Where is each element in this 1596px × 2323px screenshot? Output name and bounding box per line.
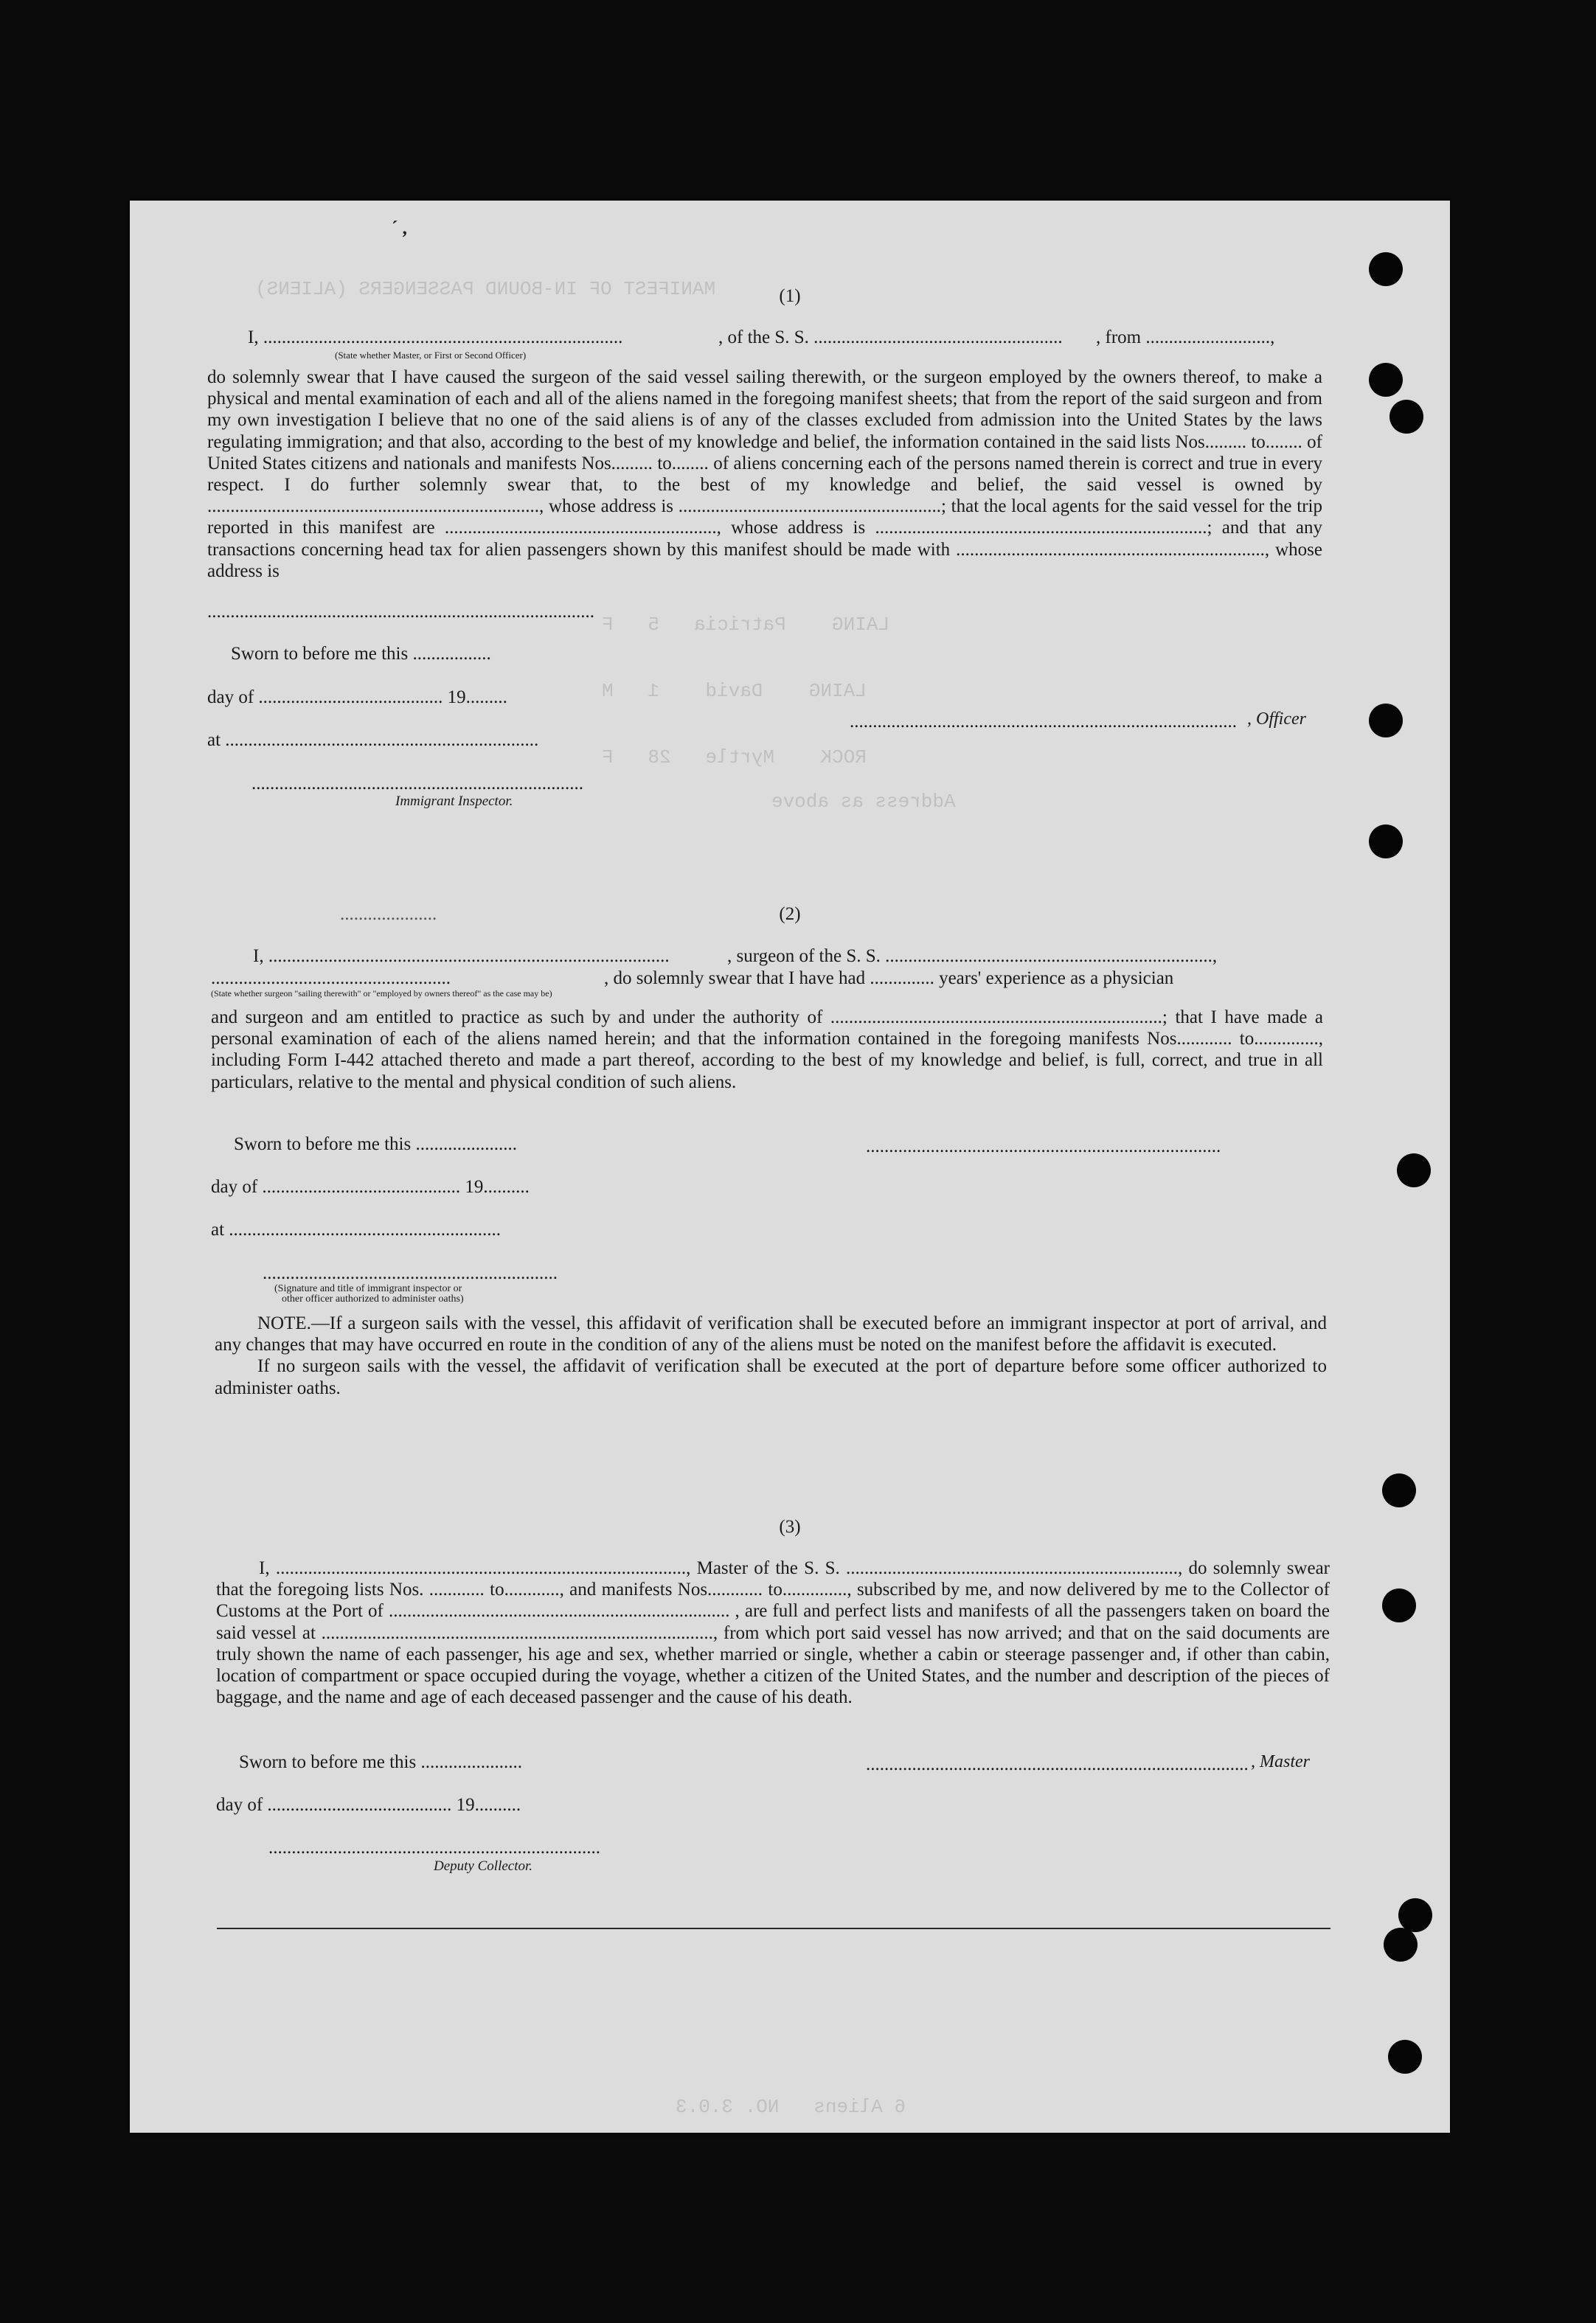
s3-oath-paragraph: I, ........................................................................................., Master of the S. S. ........................................................................, do solemnly swear that the foregoing lists Nos. ............ to............, and manifests Nos............ to.............., subscribed by me, and now delivered by me to the Collector of Customs at the Port of .......................................................................... , are full and perfect lists and manifests of all the passengers taken on board the said vessel at ....................................................................................., from which port said vessel has now arrived; and that on the said documents are truly shown the name of each passenger, his age and sex, whether married or single, whether a cabin or steerage passenger and, if other than cabin, location of compartment or space occupied during the voyage, whether a citizen of the United States, and the number and description of the pieces of baggage, and the name and age of each deceased passenger and the cause of his death. (216, 1558, 1330, 1708)
s1-line1-i: I, .............................................................................. (248, 327, 623, 347)
s1-officer-note: (State whether Master, or First or Second Officer) (335, 350, 527, 361)
s3-sworn: Sworn to before me this ...................... (239, 1752, 522, 1772)
stray-mark: ˊ , (392, 218, 407, 238)
s2-sig-note-2: other officer authorized to administer oaths) (282, 1294, 464, 1305)
punch-hole (1382, 1588, 1416, 1622)
s1-officer-label: , Officer (1247, 709, 1306, 729)
s3-master-label: , Master (1251, 1752, 1310, 1771)
s2-signature-line: ................................................................ (263, 1263, 558, 1283)
s2-day: day of ........................................... 19.......... (211, 1177, 530, 1197)
document-sheet (130, 201, 1450, 2133)
s1-at: at .................................................................... (207, 730, 539, 750)
s2-note-paragraph-2: If no surgeon sails with the vessel, the affidavit of verification shall be executed at the port of departure before some officer authorized to administer oaths. (215, 1356, 1327, 1398)
punch-hole (1382, 1473, 1416, 1507)
bleed-through-block-2: LAING David 1 M (602, 680, 867, 702)
s2-at: at ........................................................... (211, 1220, 502, 1240)
s2-signature-right-line: ............................................................................. (866, 1136, 1221, 1156)
s2-line1-surgeon: , surgeon of the S. S. ......................................................................., (727, 946, 1218, 966)
s1-oath-paragraph: do solemnly swear that I have caused the surgeon of the said vessel sailing therewith, or the surgeon employed by the owners thereof, to make a physical and mental examination of each and all of the aliens named in the foregoing manifest sheets; that from the report of the said surgeon and from my own investigation I believe that no one of the said aliens is of any of the classes excluded from admission into the United States by the laws regulating immigration; and that also, according to the best of my knowledge and belief, the information contained in the said lists Nos......... to........ of United States citizens and nationals and manifests Nos......... to........ of aliens concerning each of the persons named therein is correct and true in every respect. I do further solemnly swear that, to the best of my knowledge and belief, the said vessel is owned by ........................................................................, whose address is .........................................................; that the local agents for the said vessel for the trip reported in this manifest are ..........................................................., whose address is ........................................................................; and that any transactions concerning head tax for alien passengers shown by this manifest should be made with ..................................................................., whose address is (207, 367, 1322, 581)
s2-note: (State whether surgeon "sailing therewith" or "employed by owners thereof" as the case may be) (211, 988, 552, 999)
bleed-through-header: MANIFEST OF IN-BOUND PASSENGERS (ALIENS) (255, 278, 716, 300)
s3-day: day of ........................................ 19.......... (216, 1795, 521, 1815)
section3-number: (3) (779, 1517, 801, 1537)
s2-sworn: Sworn to before me this ...................... (234, 1134, 517, 1154)
punch-hole (1369, 824, 1403, 858)
s1-line1-ss: , of the S. S. ...................................................... (718, 327, 1063, 347)
s3-oath-text (216, 1558, 1330, 1708)
s1-inspector-label: Immigrant Inspector. (395, 794, 513, 809)
section2-number: (2) (779, 904, 801, 924)
s1-line1-from: , from ..........................., (1096, 327, 1275, 347)
s2-note-paragraph-1: NOTE.—If a surgeon sails with the vessel, this affidavit of verification shall be executed before an immigrant inspector at port of arrival, and any changes that may have occurred en route in the condition of any of the aliens must be noted on the manifest before the affidavit is executed. (215, 1313, 1327, 1355)
s1-officer-line: .................................................................................... (850, 712, 1237, 732)
punch-hole (1397, 1153, 1431, 1187)
s3-master-line: ................................................................................... (866, 1754, 1249, 1774)
s1-dots-line: .................................................................................... (207, 602, 594, 622)
punch-hole (1384, 1928, 1418, 1962)
s2-line1-i: I, ....................................................................................... (253, 946, 670, 966)
s2-line2-text: , do solemnly swear that I have had .............. years' experience as a physician (604, 968, 1174, 988)
section1-number: (1) (779, 286, 801, 306)
s1-sworn: Sworn to before me this ................. (231, 644, 491, 664)
punch-hole (1398, 1898, 1432, 1932)
s2-line2-dots: .................................................... (211, 968, 451, 988)
punch-hole (1369, 704, 1403, 737)
s1-day: day of ........................................ 19......... (207, 687, 507, 707)
s2-sig-note-1: (Signature and title of immigrant inspector or (274, 1283, 462, 1294)
bleed-through-block-3: ROCK Myrtle 28 F (602, 746, 867, 768)
s3-deputy-line: ........................................................................ (268, 1838, 600, 1858)
s2-note-block (215, 1313, 1327, 1399)
s3-deputy-label: Deputy Collector. (434, 1858, 533, 1874)
bleed-through-block: LAING Patricia 5 F (602, 614, 890, 636)
punch-hole (1389, 400, 1423, 434)
s2-oath-text (211, 1007, 1323, 1093)
s2-bleed-dots: ..................... (340, 904, 437, 924)
punch-hole (1388, 2040, 1422, 2074)
punch-hole (1369, 363, 1403, 397)
bottom-rule (217, 1928, 1330, 1929)
s2-oath-paragraph: and surgeon and am entitled to practice as such by and under the authority of ........................................................................; that I have made a personal examination of each of the aliens named herein; and that the information contained in the foregoing manifests Nos............ to.............., including Form I-442 attached thereto and made a part thereof, according to the best of my knowledge and belief, is full, correct, and true in all particulars, relative to the mental and physical condition of such aliens. (211, 1007, 1323, 1092)
bleed-through-footer: 6 Aliens NO. 3.0.3 (676, 2096, 906, 2118)
s1-inspector-line: ........................................................................ (251, 774, 583, 794)
bleed-through-block-4: Address as above (771, 791, 956, 813)
s1-oath-text (207, 367, 1322, 582)
punch-hole (1369, 252, 1403, 286)
